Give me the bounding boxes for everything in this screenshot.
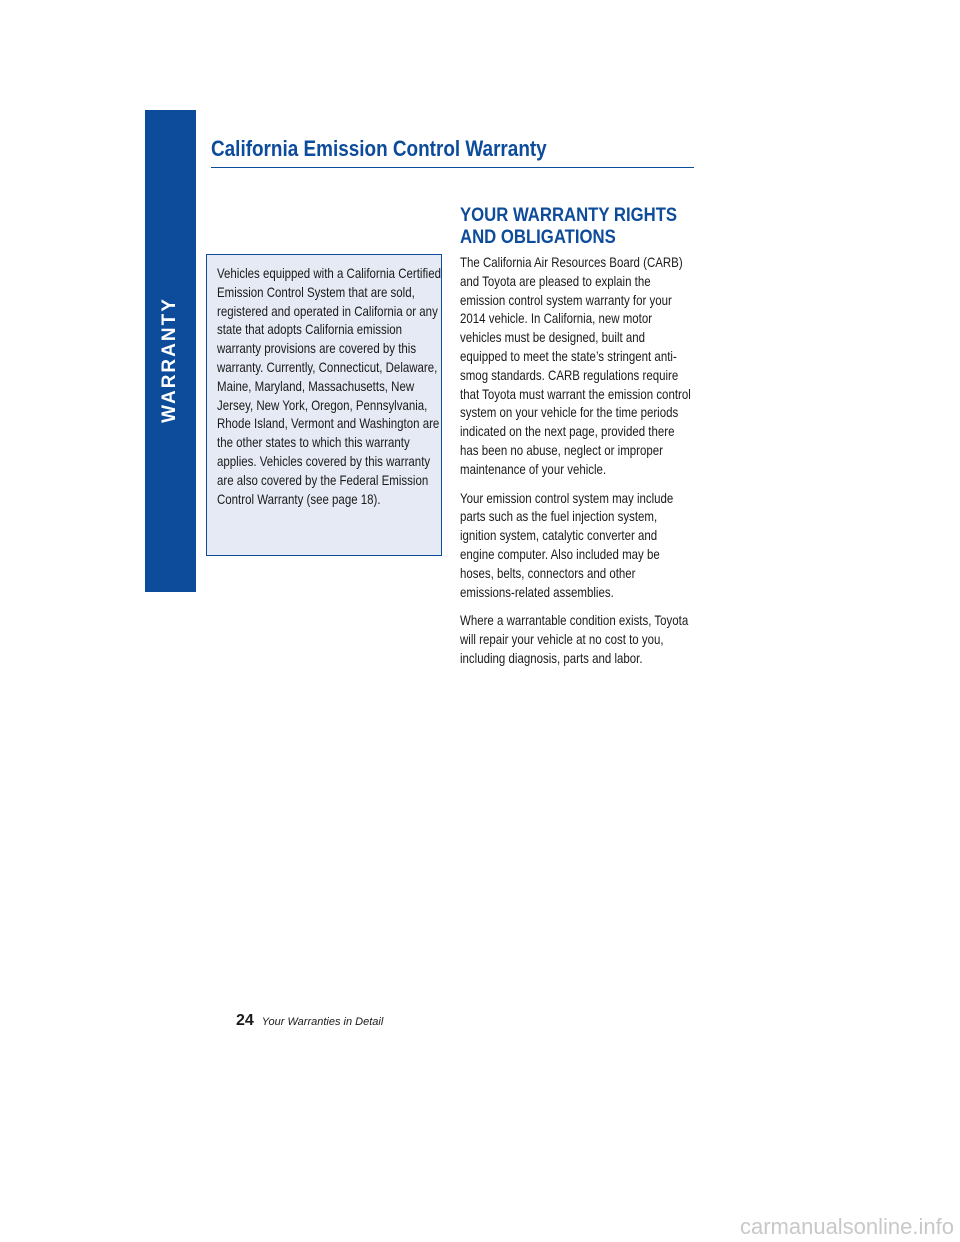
body-paragraph: The California Air Resources Board (CARB) and Toyota are pleased to explain the emission control system warranty for your 2014 vehicle. In California, new motor vehicles must be designed, built and equipped to meet the state’s stringent anti-smog standards. CARB regulations require that Toyota must warrant the emission control system on your vehicle for the time periods indicated on the next page, provided there has been no abuse, neglect or improper maintenance of your vehicle. (460, 254, 691, 477)
page-title: California Emission Control Warranty (211, 136, 547, 161)
footer-label: Your Warranties in Detail (261, 1016, 384, 1028)
watermark: carmanualsonline.info (739, 1214, 954, 1239)
title-divider (211, 167, 694, 168)
body-column (460, 253, 693, 678)
page-number: 24 (236, 1012, 254, 1029)
side-tab-label: WARRANTY (159, 297, 180, 423)
body-paragraph: Your emission control system may include parts such as the fuel injection system, ignition system, catalytic converter and engine computer. Also included may be hoses, belts, connectors and other emissions-related assemblies. (460, 489, 674, 600)
info-box-text: Vehicles equipped with a California Certified Emission Control System that are sold, registered and operated in California or any state that adopts California emission warranty provisions are covered by this warranty. Currently, Connecticut, Delaware, Maine, Maryland, Massachusetts, New Jersey, New York, Oregon, Pennsylvania, Rhode Island, Vermont and Washington are the other states to which this warranty applies. Vehicles covered by this warranty are also covered by the Federal Emission Control Warranty (see page 18). (217, 265, 442, 507)
side-tab (145, 110, 196, 592)
body-paragraph: Where a warrantable condition exists, Toyota will repair your vehicle at no cost to you, including diagnosis, parts and labor. (460, 612, 689, 666)
info-box (206, 254, 442, 556)
section-heading: YOUR WARRANTY RIGHTS AND OBLIGATIONS (460, 205, 678, 248)
page-footer (236, 1012, 383, 1030)
